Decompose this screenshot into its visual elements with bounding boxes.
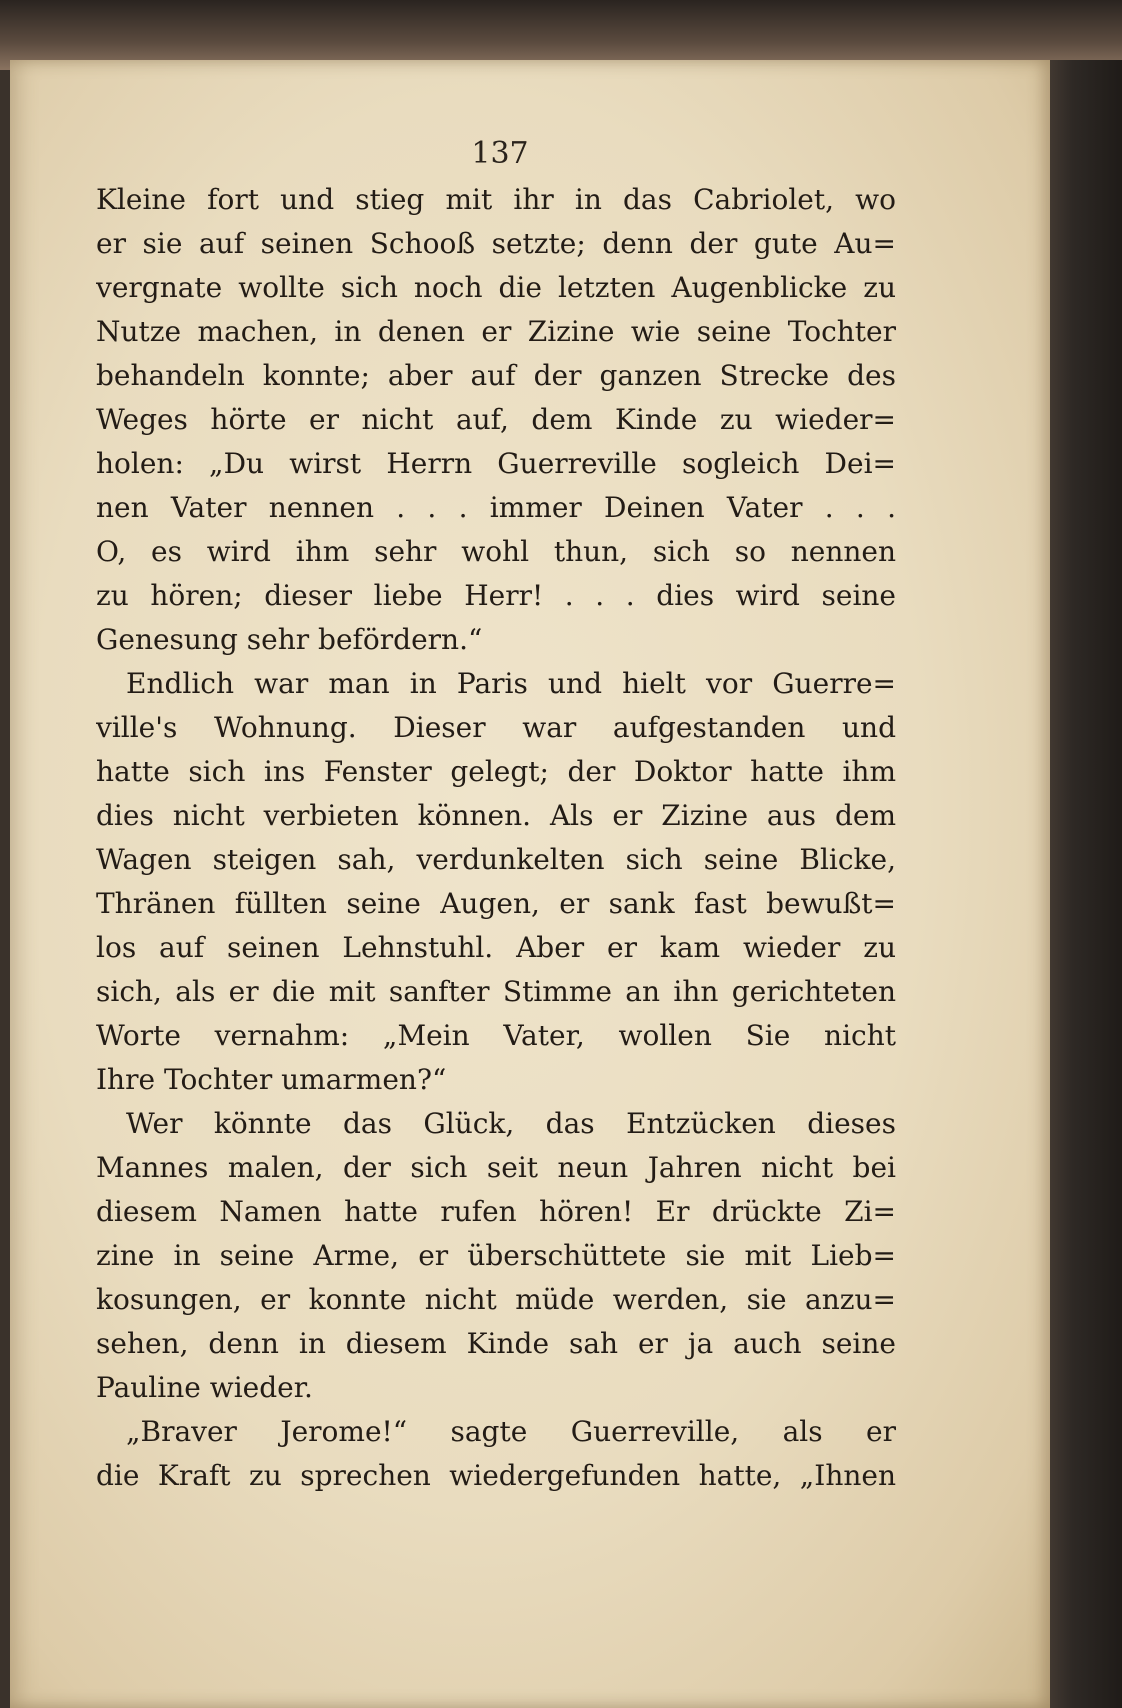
text-line: sich, als er die mit sanfter Stimme an ihn gerichteten (96, 975, 896, 1008)
text-line: die Kraft zu sprechen wiedergefunden hatte, „Ihnen (96, 1459, 896, 1492)
text-line: Nutze machen, in denen er Zizine wie seine Tochter (96, 315, 896, 348)
text-line: nen Vater nennen . . . immer Deinen Vater . . . (96, 491, 896, 524)
text-line: behandeln konnte; aber auf der ganzen Strecke des (96, 359, 896, 392)
text-line: Ihre Tochter umarmen?“ (96, 1063, 447, 1096)
text-line: zu hören; dieser liebe Herr! . . . dies wird seine (96, 579, 896, 612)
book-cover-right (1040, 60, 1122, 1708)
book-page (10, 60, 1050, 1708)
text-line: Pauline wieder. (96, 1371, 313, 1404)
text-line: ville's Wohnung. Dieser war aufgestanden und (96, 711, 896, 744)
text-line: Kleine fort und stieg mit ihr in das Cabriolet, wo (96, 183, 896, 216)
text-line: zine in seine Arme, er überschüttete sie mit Lieb= (96, 1239, 896, 1272)
text-line: dies nicht verbieten können. Als er Zizine aus dem (96, 799, 896, 832)
text-line: „Braver Jerome!“ sagte Guerreville, als er (126, 1415, 896, 1448)
text-line: Thränen füllten seine Augen, er sank fast bewußt= (96, 887, 896, 920)
text-line: O, es wird ihm sehr wohl thun, sich so nennen (96, 535, 896, 568)
text-line: Endlich war man in Paris und hielt vor Guerre= (126, 667, 896, 700)
text-line: Mannes malen, der sich seit neun Jahren nicht bei (96, 1151, 896, 1184)
text-line: diesem Namen hatte rufen hören! Er drückte Zi= (96, 1195, 896, 1228)
text-line: Genesung sehr befördern.“ (96, 623, 483, 656)
text-line: sehen, denn in diesem Kinde sah er ja auch seine (96, 1327, 896, 1360)
text-line: los auf seinen Lehnstuhl. Aber er kam wieder zu (96, 931, 896, 964)
text-line: Weges hörte er nicht auf, dem Kinde zu wieder= (96, 403, 896, 436)
text-line: hatte sich ins Fenster gelegt; der Doktor hatte ihm (96, 755, 896, 788)
text-line: Worte vernahm: „Mein Vater, wollen Sie nicht (96, 1019, 896, 1052)
text-line: kosungen, er konnte nicht müde werden, sie anzu= (96, 1283, 896, 1316)
page-number: 137 (471, 136, 529, 171)
text-line: vergnate wollte sich noch die letzten Augenblicke zu (96, 271, 896, 304)
text-line: Wagen steigen sah, verdunkelten sich seine Blicke, (96, 843, 896, 876)
page-text (96, 178, 896, 1498)
text-line: holen: „Du wirst Herrn Guerreville sogleich Dei= (96, 447, 896, 480)
text-line: er sie auf seinen Schooß setzte; denn der gute Au= (96, 227, 896, 260)
text-line: Wer könnte das Glück, das Entzücken dieses (126, 1107, 896, 1140)
